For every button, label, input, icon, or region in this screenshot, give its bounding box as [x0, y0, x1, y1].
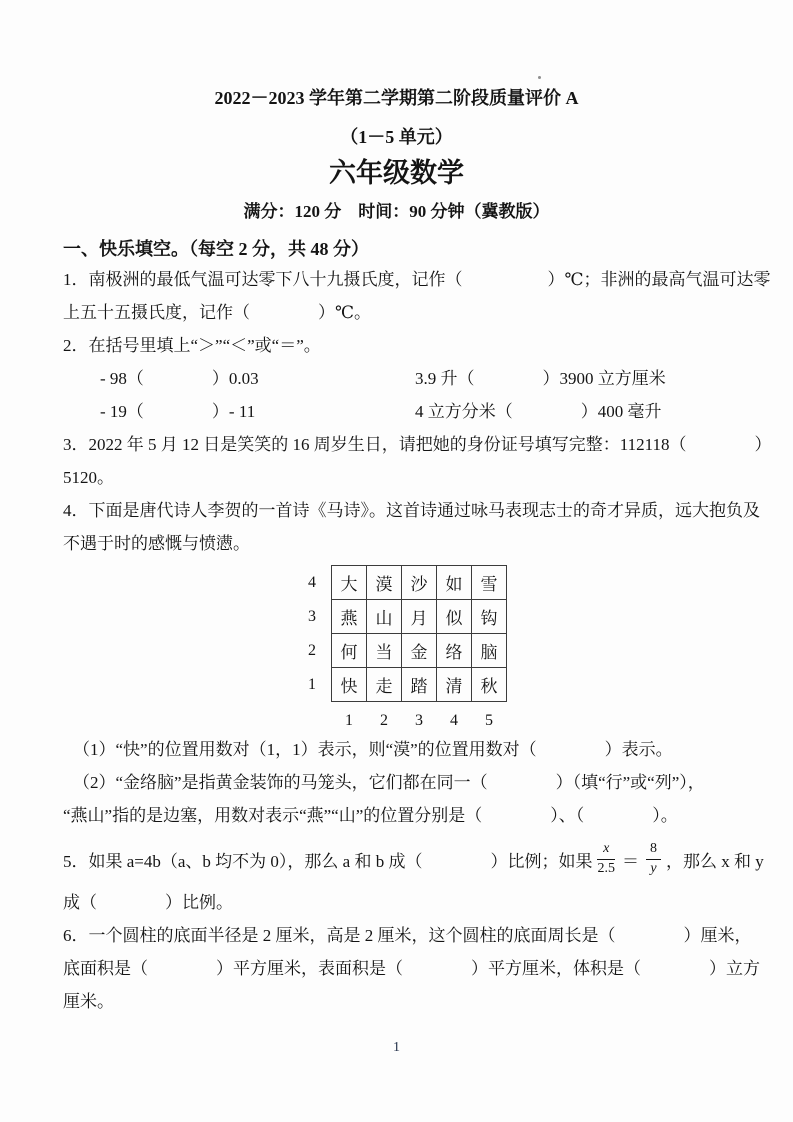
question-2-row-2: [63, 395, 730, 428]
grid-corner-empty: [303, 702, 332, 731]
grid-cell: 山: [367, 600, 402, 634]
page-number: 1: [393, 1040, 400, 1055]
question-4-line-1: 4．下面是唐代诗人李贺的一首诗《马诗》。这首诗通过咏马表现志士的奇才异质，远大抱负及: [63, 501, 760, 520]
question-2-row-1-right: 3.9 升（ ）3900 立方厘米: [415, 369, 666, 388]
grid-row-label-1: 1: [308, 675, 316, 693]
question-4-line-2: 不遇于时的感慨与愤懑。: [63, 534, 250, 553]
poem-grid-col-labels: [303, 702, 507, 731]
grid-col-label-1: 1: [345, 712, 353, 729]
grid-col-label-5: 5: [485, 712, 493, 729]
fraction-numerator: x: [597, 841, 615, 859]
question-4-sub-2-line-1: （2）“金络脑”是指黄金装饰的马笼头，它们都在同一（ ）（填“行”或“列”），: [73, 773, 705, 792]
grid-cell: 沙: [402, 566, 437, 600]
grid-col-label-2: 2: [380, 712, 388, 729]
grid-row-label-3: 3: [308, 607, 316, 625]
stray-mark: [538, 76, 541, 79]
exam-subtitle-units: （1－5 单元）: [340, 127, 453, 147]
question-2-row-2-left: - 19（ ）- 11: [100, 402, 256, 421]
question-3-line-1: 3．2022 年 5 月 12 日是笑笑的 16 周岁生日，请把她的身份证号填写完整：112118（ ）: [63, 435, 772, 454]
poem-grid: [303, 565, 507, 730]
fraction-numerator: 8: [646, 841, 661, 859]
grid-cell: 清: [437, 668, 472, 702]
question-6-line-1: 6．一个圆柱的底面半径是 2 厘米，高是 2 厘米，这个圆柱的底面周长是（ ）厘米，: [63, 926, 752, 945]
grid-cell: 脑: [472, 634, 507, 668]
question-5-part-2: ，那么 x 和 y: [665, 851, 764, 871]
grid-cell: 当: [367, 634, 402, 668]
grid-cell: 如: [437, 566, 472, 600]
question-2-row-1: [63, 362, 730, 395]
exam-meta-score-time: 满分：120 分 时间：90 分钟（冀教版）: [243, 202, 550, 221]
grid-cell: 漠: [367, 566, 402, 600]
grid-col-label-3: 3: [415, 712, 423, 729]
equals-sign: ＝: [621, 851, 639, 871]
section-1-heading: 一、快乐填空。（每空 2 分，共 48 分）: [63, 239, 369, 259]
exam-title: 2022－2023 学年第二学期第二阶段质量评价 A: [214, 88, 579, 108]
grid-cell: 何: [332, 634, 367, 668]
question-4-sub-2-line-2: “燕山”指的是边塞，用数对表示“燕”“山”的位置分别是（ ）、（ ）。: [63, 806, 678, 825]
question-2-row-1-left: - 98（ ）0.03: [100, 369, 259, 388]
grid-cell: 雪: [472, 566, 507, 600]
grid-cell: 金: [402, 634, 437, 668]
question-5-line-1: [63, 832, 764, 886]
grid-cell: 月: [402, 600, 437, 634]
grid-cell: 钩: [472, 600, 507, 634]
grid-cell: 秋: [472, 668, 507, 702]
poem-grid-row-2: [303, 634, 507, 668]
poem-grid-wrapper: [303, 565, 730, 730]
question-3-line-2: 5120。: [63, 468, 114, 487]
exam-subject-title: 六年级数学: [329, 158, 464, 188]
question-5-line-2: 成（ ）比例。: [63, 893, 233, 912]
grid-cell: 络: [437, 634, 472, 668]
question-1-line-2: 上五十五摄氏度，记作（ ）℃。: [63, 303, 372, 322]
poem-grid-row-3: [303, 600, 507, 634]
grid-cell: 燕: [332, 600, 367, 634]
question-6-line-3: 厘米。: [63, 992, 114, 1011]
fraction-denominator: 2.5: [597, 860, 615, 876]
grid-cell: 走: [367, 668, 402, 702]
fraction-x-over-2-5: [597, 841, 615, 876]
grid-cell: 似: [437, 600, 472, 634]
question-5-part-1: 5．如果 a=4b（a、b 均不为 0），那么 a 和 b 成（ ）比例；如果: [63, 851, 593, 871]
poem-grid-row-1: [303, 668, 507, 702]
question-2-intro: 2．在括号里填上“＞”“＜”或“＝”。: [63, 336, 321, 355]
fraction-denominator: y: [650, 860, 657, 876]
grid-col-label-4: 4: [450, 712, 458, 729]
question-1-line-1: 1．南极洲的最低气温可达零下八十九摄氏度，记作（ ）℃；非洲的最高气温可达零: [63, 270, 771, 289]
grid-row-label-2: 2: [308, 641, 316, 659]
fraction-8-over-y: [646, 841, 661, 876]
question-4-sub-1: （1）“快”的位置用数对（1，1）表示，则“漠”的位置用数对（ ）表示。: [73, 740, 673, 759]
grid-cell: 快: [332, 668, 367, 702]
grid-row-label-4: 4: [308, 573, 316, 591]
grid-cell: 踏: [402, 668, 437, 702]
question-2-row-2-right: 4 立方分米（ ）400 毫升: [415, 402, 662, 421]
grid-cell: 大: [332, 566, 367, 600]
question-6-line-2: 底面积是（ ）平方厘米，表面积是（ ）平方厘米，体积是（ ）立方: [63, 959, 760, 978]
poem-grid-row-4: [303, 566, 507, 600]
